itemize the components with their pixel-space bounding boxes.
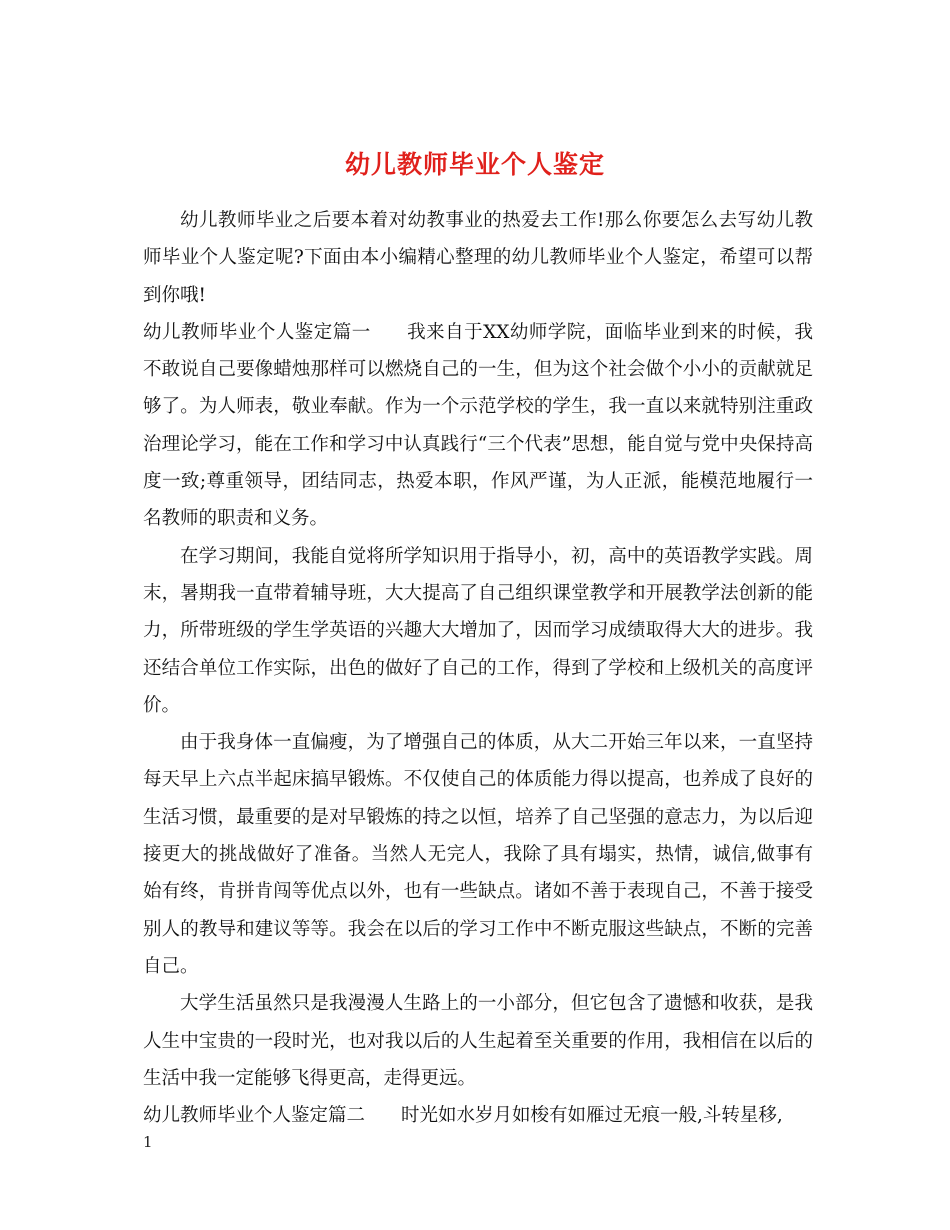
section-1-text: 我来自于XX幼师学院，面临毕业到来的时候，我不敢说自己要像蜡烛那样可以燃烧自己的一生，但为这个社会做个小小的贡献就足够了。为人师表，敬业奉献。作为一个示范学校的学生，我一直以来就特别注重政治理论学习，能在工作和学习中认真践行“三个代表”思想，能自觉与党中央保持高度一致;尊重领导，团结同志，热爱本职，作风严谨，为人正派，能模范地履行一名教师的职责和义务。 — [143, 321, 813, 530]
page-number: 1 — [143, 1133, 153, 1151]
body-paragraph-3: 由于我身体一直偏瘦，为了增强自己的体质，从大二开始三年以来，一直坚持每天早上六点半起床搞早锻炼。不仅使自己的体质能力得以提高，也养成了良好的生活习惯，最重要的是对早锻炼的持之以恒，培养了自己坚强的意志力，为以后迎接更大的挑战做好了准备。当然人无完人，我除了具有塌实，热情，诚信,做事有始有终，肯拼肯闯等优点以外，也有一些缺点。诸如不善于表现自己，不善于接受别人的教导和建议等等。我会在以后的学习工作中不断克服这些缺点，不断的完善自己。 — [143, 732, 813, 977]
document-title: 幼儿教师毕业个人鉴定 — [344, 149, 605, 179]
document-body — [143, 202, 813, 1134]
section-2-text: 时光如水岁月如梭有如雁过无痕一般,斗转星移, — [401, 1105, 783, 1127]
section-1-paragraph — [143, 314, 813, 538]
body-paragraph-2: 在学习期间，我能自觉将所学知识用于指导小，初，高中的英语教学实践。周末，暑期我一直带着辅导班，大大提高了自己组织课堂教学和开展教学法创新的能力，所带班级的学生学英语的兴趣大大增加了，因而学习成绩取得大大的进步。我还结合单位工作实际，出色的做好了自己的工作，得到了学校和上级机关的高度评价。 — [143, 545, 813, 716]
body-paragraph-4: 大学生活虽然只是我漫漫人生路上的一小部分，但它包含了遗憾和收获，是我人生中宝贵的一段时光，也对我以后的人生起着至关重要的作用，我相信在以后的生活中我一定能够飞得更高，走得更远。 — [143, 993, 813, 1089]
section-1-heading: 幼儿教师毕业个人鉴定篇一 — [143, 321, 371, 343]
intro-paragraph: 幼儿教师毕业之后要本着对幼教事业的热爱去工作!那么你要怎么去写幼儿教师毕业个人鉴定呢?下面由本小编精心整理的幼儿教师毕业个人鉴定，希望可以帮到你哦! — [143, 210, 813, 306]
section-2-heading: 幼儿教师毕业个人鉴定篇二 — [143, 1105, 366, 1127]
section-2-paragraph — [143, 1097, 813, 1134]
